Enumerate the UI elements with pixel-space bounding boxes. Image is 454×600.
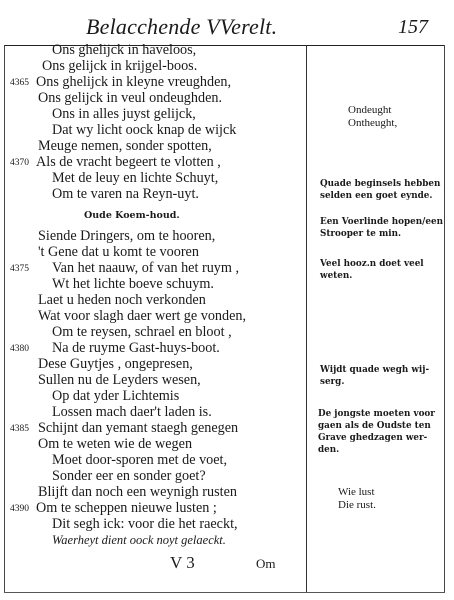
verse-line: Moet door-sporen met de voet, (52, 452, 228, 468)
verse-line: Meuge nemen, sonder spotten, (38, 138, 212, 154)
line-number: 4390 (10, 504, 29, 514)
bottom-border (4, 592, 445, 593)
line-number: 4370 (10, 158, 29, 168)
verse-line: Als de vracht begeert te vlotten , (36, 154, 221, 170)
verse-line: 't Gene dat u komt te vooren (38, 244, 199, 260)
verse-line: Wt het lichte boeve schuym. (52, 276, 214, 292)
verse-line: Ons in alles juyst gelijck, (52, 106, 196, 122)
verse-line: Sullen nu de Leyders wesen, (38, 372, 201, 388)
verse-line: Met de leuy en lichte Schuyt, (52, 170, 219, 186)
margin-note: De jongste moeten voor gaen als de Oudste ten Grave ghedzagen wer- den. (318, 409, 435, 455)
verse-line: Laet u heden noch verkonden (38, 292, 206, 308)
signature-mark: V 3 (170, 553, 195, 572)
line-number: 4385 (10, 424, 29, 434)
verse-line: Om te reysen, schrael en bloot , (52, 324, 232, 340)
margin-note: Quade beginsels hebben selden een goet eynde. (320, 179, 441, 201)
verse-line: Lossen mach daer't laden is. (52, 404, 212, 420)
page-number: 157 (398, 16, 428, 38)
margin-note: Ondeught Ontheught, (348, 104, 398, 129)
verse-line: Ons ghelijck in haveloos, (52, 42, 197, 58)
verse-line: Om te varen na Reyn-uyt. (52, 186, 199, 202)
line-number: 4380 (10, 344, 29, 354)
line-number: 4375 (10, 264, 29, 274)
verse-line: Op dat yder Lichtemis (52, 388, 180, 404)
verse-line: Na de ruyme Gast-huys-boot. (52, 340, 220, 356)
running-title: Belacchende VVerelt. (86, 14, 278, 39)
margin-note: Veel hooz.n doet veel weten. (320, 259, 424, 281)
verse-line: Sonder eer en sonder goet? (52, 468, 206, 484)
margin-note: Wijdt quade wegh wij- serg. (320, 365, 430, 387)
margin-note: Een Voerlinde hopen/een Strooper te min. (320, 217, 443, 239)
margin-note: Wie lust Die rust. (338, 486, 376, 511)
line-number: 4365 (10, 78, 29, 88)
verse-line: Ons gelijck in krijgel-boos. (42, 58, 198, 74)
verse-line: Dit segh ick: voor die het raeckt, (52, 516, 238, 532)
verse-line: Blijft dan noch een weynigh rusten (38, 484, 237, 500)
verse-line: Wat voor slagh daer wert ge vonden, (38, 308, 247, 324)
verse-line: Waerheyt dient oock noyt gelaeckt. (52, 533, 226, 547)
verse-line: Om te scheppen nieuwe lusten ; (36, 500, 217, 516)
section-heading: Oude Koem-houd. (84, 210, 180, 221)
verse-line: Siende Dringers, om te hooren, (38, 228, 216, 244)
left-border (4, 45, 5, 593)
catchword: Om (256, 556, 276, 571)
verse-line: Ons ghelijck in kleyne vreughden, (36, 74, 232, 90)
verse-line: Om te weten wie de wegen (38, 436, 193, 452)
verse-line: Ons gelijck in veul ondeughden. (38, 90, 223, 106)
verse-line: Schijnt dan yemant staegh genegen (38, 420, 239, 436)
verse-line: Dese Guytjes , ongepresen, (38, 356, 193, 372)
verse-line: Van het naauw, of van het ruym , (52, 260, 240, 276)
verse-line: Dat wy licht oock knap de wijck (52, 122, 237, 138)
right-border (444, 45, 445, 593)
